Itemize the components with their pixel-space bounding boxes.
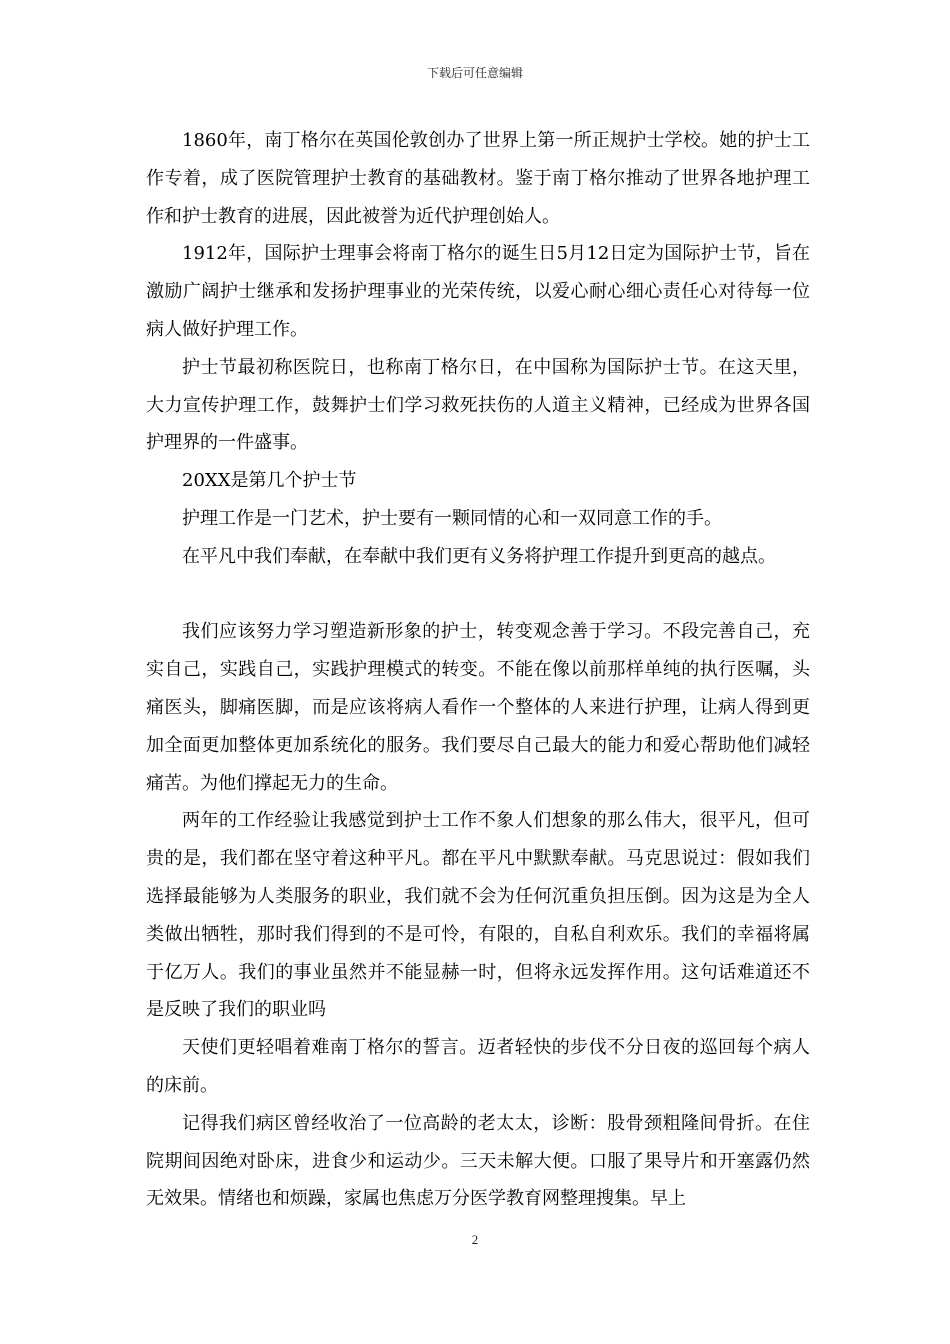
paragraph: 两年的工作经验让我感觉到护士工作不象人们想象的那么伟大，很平凡，但可贵的是，我们都在坚守着这种平凡。都在平凡中默默奉献。马克思说过：假如我们选择最能够为人类服务的职业，我们就不会为任何沉重负担压倒。因为这是为全人类做出牺牲，那时我们得到的不是可怜，有限的，自私自利欢乐。我们的幸福将属于亿万人。我们的事业虽然并不能显赫一时，但将永远发挥作用。这句话难道还不是反映了我们的职业吗 <box>146 810 810 1021</box>
document-body <box>146 122 810 1218</box>
paragraph: 护理工作是一门艺术，护士要有一颗同情的心和一双同意工作的手。 <box>182 507 722 529</box>
blank-line <box>146 576 810 614</box>
paragraph: 1860年，南丁格尔在英国伦敦创办了世界上第一所正规护士学校。她的护士工作专着，成了医院管理护士教育的基础教材。鉴于南丁格尔推动了世界各地护理工作和护士教育的进展，因此被誉为近代护理创始人。 <box>146 130 810 227</box>
paragraph: 天使们更轻唱着难南丁格尔的誓言。迈者轻快的步伐不分日夜的巡回每个病人的床前。 <box>146 1037 810 1096</box>
page-number: 2 <box>471 1232 479 1247</box>
paragraph: 1912年，国际护士理事会将南丁格尔的诞生日5月12日定为国际护士节，旨在激励广阔护士继承和发扬护理事业的光荣传统，以爱心耐心细心责任心对待每一位病人做好护理工作。 <box>146 243 810 340</box>
paragraph: 记得我们病区曾经收治了一位高龄的老太太，诊断：股骨颈粗隆间骨折。在住院期间因绝对卧床，进食少和运动少。三天未解大便。口服了果导片和开塞露仍然无效果。情绪也和烦躁，家属也焦虑万分医学教育网整理搜集。早上 <box>146 1112 810 1210</box>
paragraph: 护士节最初称医院日，也称南丁格尔日，在中国称为国际护士节。在这天里，大力宣传护理工作，鼓舞护士们学习救死扶伤的人道主义精神，已经成为世界各国护理界的一件盛事。 <box>146 356 810 454</box>
paragraph: 20XX是第几个护士节 <box>182 470 357 492</box>
paragraph: 我们应该努力学习塑造新形象的护士，转变观念善于学习。不段完善自己，充实自己，实践自己，实践护理模式的转变。不能在像以前那样单纯的执行医嘱，头痛医头，脚痛医脚，而是应该将病人看作一个整体的人来进行护理，让病人得到更加全面更加整体更加系统化的服务。我们要尽自己最大的能力和爱心帮助他们减轻痛苦。为他们撑起无力的生命。 <box>146 621 810 794</box>
page-header: 下载后可任意编辑 <box>426 66 523 80</box>
paragraph: 在平凡中我们奉献，在奉献中我们更有义务将护理工作提升到更高的越点。 <box>182 545 776 567</box>
